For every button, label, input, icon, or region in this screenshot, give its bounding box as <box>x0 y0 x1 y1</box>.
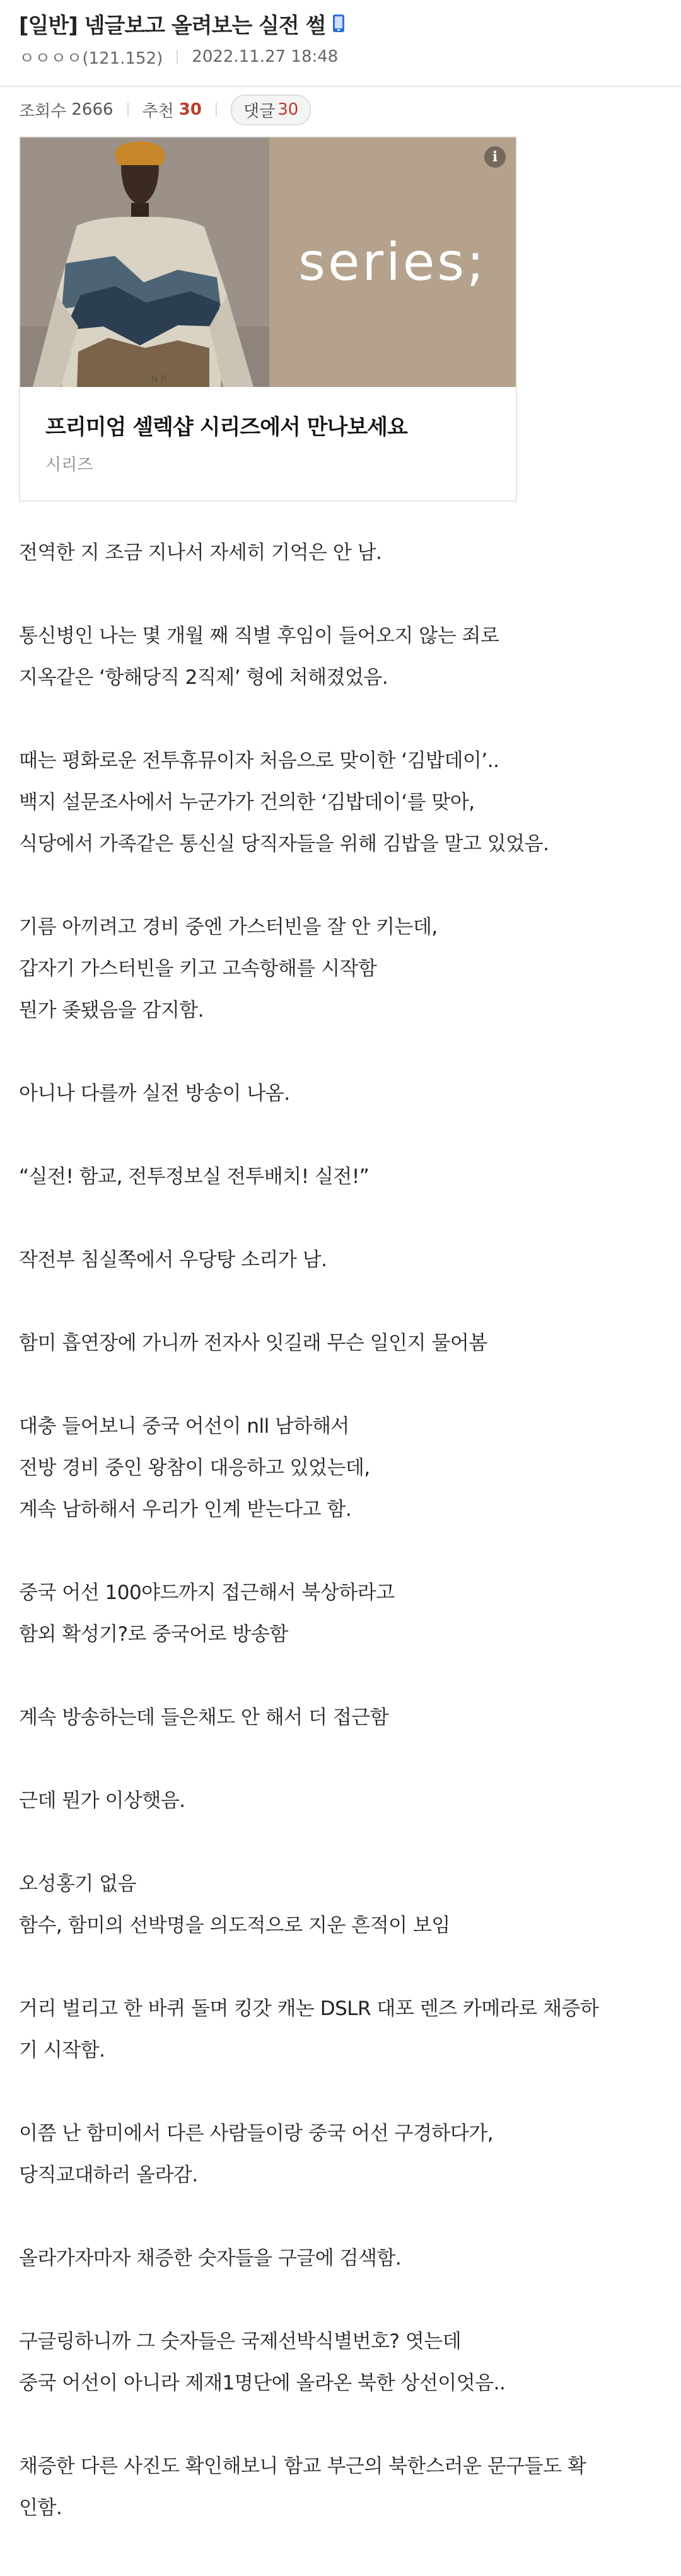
article-line: 아니나 다를까 실전 방송이 나옴. <box>19 1082 290 1105</box>
mobile-phone-icon <box>333 14 344 32</box>
article-line: 인함. <box>19 2497 62 2519</box>
article-line: 구글링하니까 그 숫자들은 국제선박식별번호? 엿는데 <box>19 2330 462 2353</box>
article-paragraph <box>19 1073 662 1114</box>
article-line: 전방 경비 중인 왕참이 대응하고 있었는데, <box>19 1457 370 1479</box>
article-line: 전역한 지 조금 지나서 자세히 기억은 안 남. <box>19 541 382 564</box>
article-paragraph <box>19 1697 662 1738</box>
post-stats <box>0 87 681 132</box>
ad-title[interactable]: 프리미엄 셀렉샵 시리즈에서 만나보세요 <box>45 415 407 440</box>
meta-divider <box>177 50 178 64</box>
article-line: “실전! 함교, 전투정보실 전투배치! 실전!” <box>19 1165 370 1188</box>
article-body <box>0 502 681 2529</box>
article-line: 백지 설문조사에서 누군가가 건의한 ‘김밥데이‘를 맞아, <box>19 791 475 814</box>
article-line: 지옥같은 ‘항해당직 2직제’ 형에 처해졌었음. <box>19 666 388 689</box>
article-line: 뭔가 좆됐음을 감지함. <box>19 999 204 1022</box>
article-line: 함외 확성기?로 중국어로 방송함 <box>19 1623 288 1646</box>
article-line: 당직교대하러 올라감. <box>19 2164 198 2186</box>
ad-banner[interactable] <box>19 136 517 502</box>
article-paragraph <box>19 2321 662 2404</box>
ad-source: 시리즈 <box>45 456 93 475</box>
post-title <box>19 8 325 39</box>
svg-text:N P: N P <box>151 374 166 384</box>
likes-count: 30 <box>178 100 202 119</box>
title-row <box>19 8 662 39</box>
article-paragraph <box>19 2113 662 2196</box>
article-paragraph <box>19 1156 662 1198</box>
article-line: 올라가자마자 채증한 숫자들을 구글에 검색함. <box>19 2247 402 2270</box>
article-paragraph <box>19 1863 662 1946</box>
comments-count: 30 <box>277 100 299 119</box>
views-label: 조회수 <box>19 101 67 121</box>
post-author[interactable]: ㅇㅇㅇㅇ(121.152) <box>19 49 163 68</box>
article-line: 식당에서 가족같은 통신실 당직자들을 위해 김밥을 말고 있었음. <box>19 833 549 855</box>
post-datetime: 2022.11.27 18:48 <box>192 47 339 66</box>
article-line: 갑자기 가스터빈을 키고 고속항해를 시작함 <box>19 957 377 980</box>
article-line: 함미 흡연장에 가니까 전자사 잇길래 무슨 일인지 물어봄 <box>19 1332 487 1354</box>
article-line: 채증한 다른 사진도 확인해보니 함교 부근의 북한스러운 문구들도 확 <box>19 2455 586 2478</box>
article-paragraph <box>19 1988 662 2071</box>
article-paragraph <box>19 1239 662 1281</box>
article-line: 대충 들어보니 중국 어선이 nll 남하해서 <box>19 1415 349 1438</box>
article-paragraph <box>19 532 662 574</box>
article-paragraph <box>19 2446 662 2529</box>
article-line: 기름 아끼려고 경비 중엔 가스터빈을 잘 안 키는데, <box>19 916 438 939</box>
article-line: 이쯤 난 함미에서 다른 사람들이랑 중국 어선 구경하다가, <box>19 2122 494 2145</box>
info-icon[interactable]: i <box>484 146 506 168</box>
ad-brand-logo: series; <box>298 232 487 292</box>
stats-divider <box>216 103 217 117</box>
article-paragraph <box>19 615 662 698</box>
article-paragraph <box>19 906 662 1031</box>
article-line: 때는 평화로운 전투휴뮤이자 처음으로 맞이한 ‘김밥데이’.. <box>19 749 499 772</box>
post-category: [일반] <box>19 13 78 38</box>
article-line: 작전부 침실쪽에서 우당탕 소리가 남. <box>19 1249 327 1271</box>
post-header <box>0 0 681 74</box>
article-line: 중국 어선이 아니라 제재1명단에 올라온 북한 상선이엇음.. <box>19 2372 506 2394</box>
article-line: 통신병인 나는 몇 개월 째 직별 후임이 들어오지 않는 죄로 <box>19 625 499 647</box>
article-line: 거리 벌리고 한 바퀴 돌며 킹갓 캐논 DSLR 대포 렌즈 카메라로 채증하 <box>19 1997 599 2020</box>
ad-brand-panel <box>269 137 516 387</box>
article-paragraph <box>19 1780 662 1822</box>
post-title-text: 넴글보고 올려보는 실전 썰 <box>84 13 326 38</box>
article-line: 계속 방송하는데 들은채도 안 해서 더 접근함 <box>19 1706 389 1729</box>
article-paragraph <box>19 740 662 865</box>
stats-divider <box>127 103 129 117</box>
post-meta <box>19 39 662 74</box>
article-line: 중국 어선 100야드까지 접근해서 북상하라고 <box>19 1581 395 1604</box>
article-paragraph <box>19 1322 662 1364</box>
article-line: 계속 남하해서 우리가 인계 받는다고 함. <box>19 1498 352 1521</box>
ad-model-photo <box>20 137 269 387</box>
comments-button[interactable] <box>231 95 311 125</box>
views-count: 2666 <box>71 100 114 119</box>
model-illustration <box>20 137 269 387</box>
article-line: 근데 뭔가 이상햇음. <box>19 1789 185 1812</box>
article-paragraph <box>19 1572 662 1655</box>
article-paragraph <box>19 2238 662 2279</box>
likes-label: 추천 <box>142 101 174 121</box>
article-paragraph <box>19 1406 662 1530</box>
article-line: 오성홍기 없음 <box>19 1873 137 1895</box>
ad-caption[interactable] <box>20 387 516 500</box>
ad-image[interactable] <box>20 137 516 387</box>
article-line: 기 시작함. <box>19 2039 105 2062</box>
comments-label: 댓글 <box>243 101 276 121</box>
article-line: 함수, 함미의 선박명을 의도적으로 지운 흔적이 보임 <box>19 1914 450 1937</box>
